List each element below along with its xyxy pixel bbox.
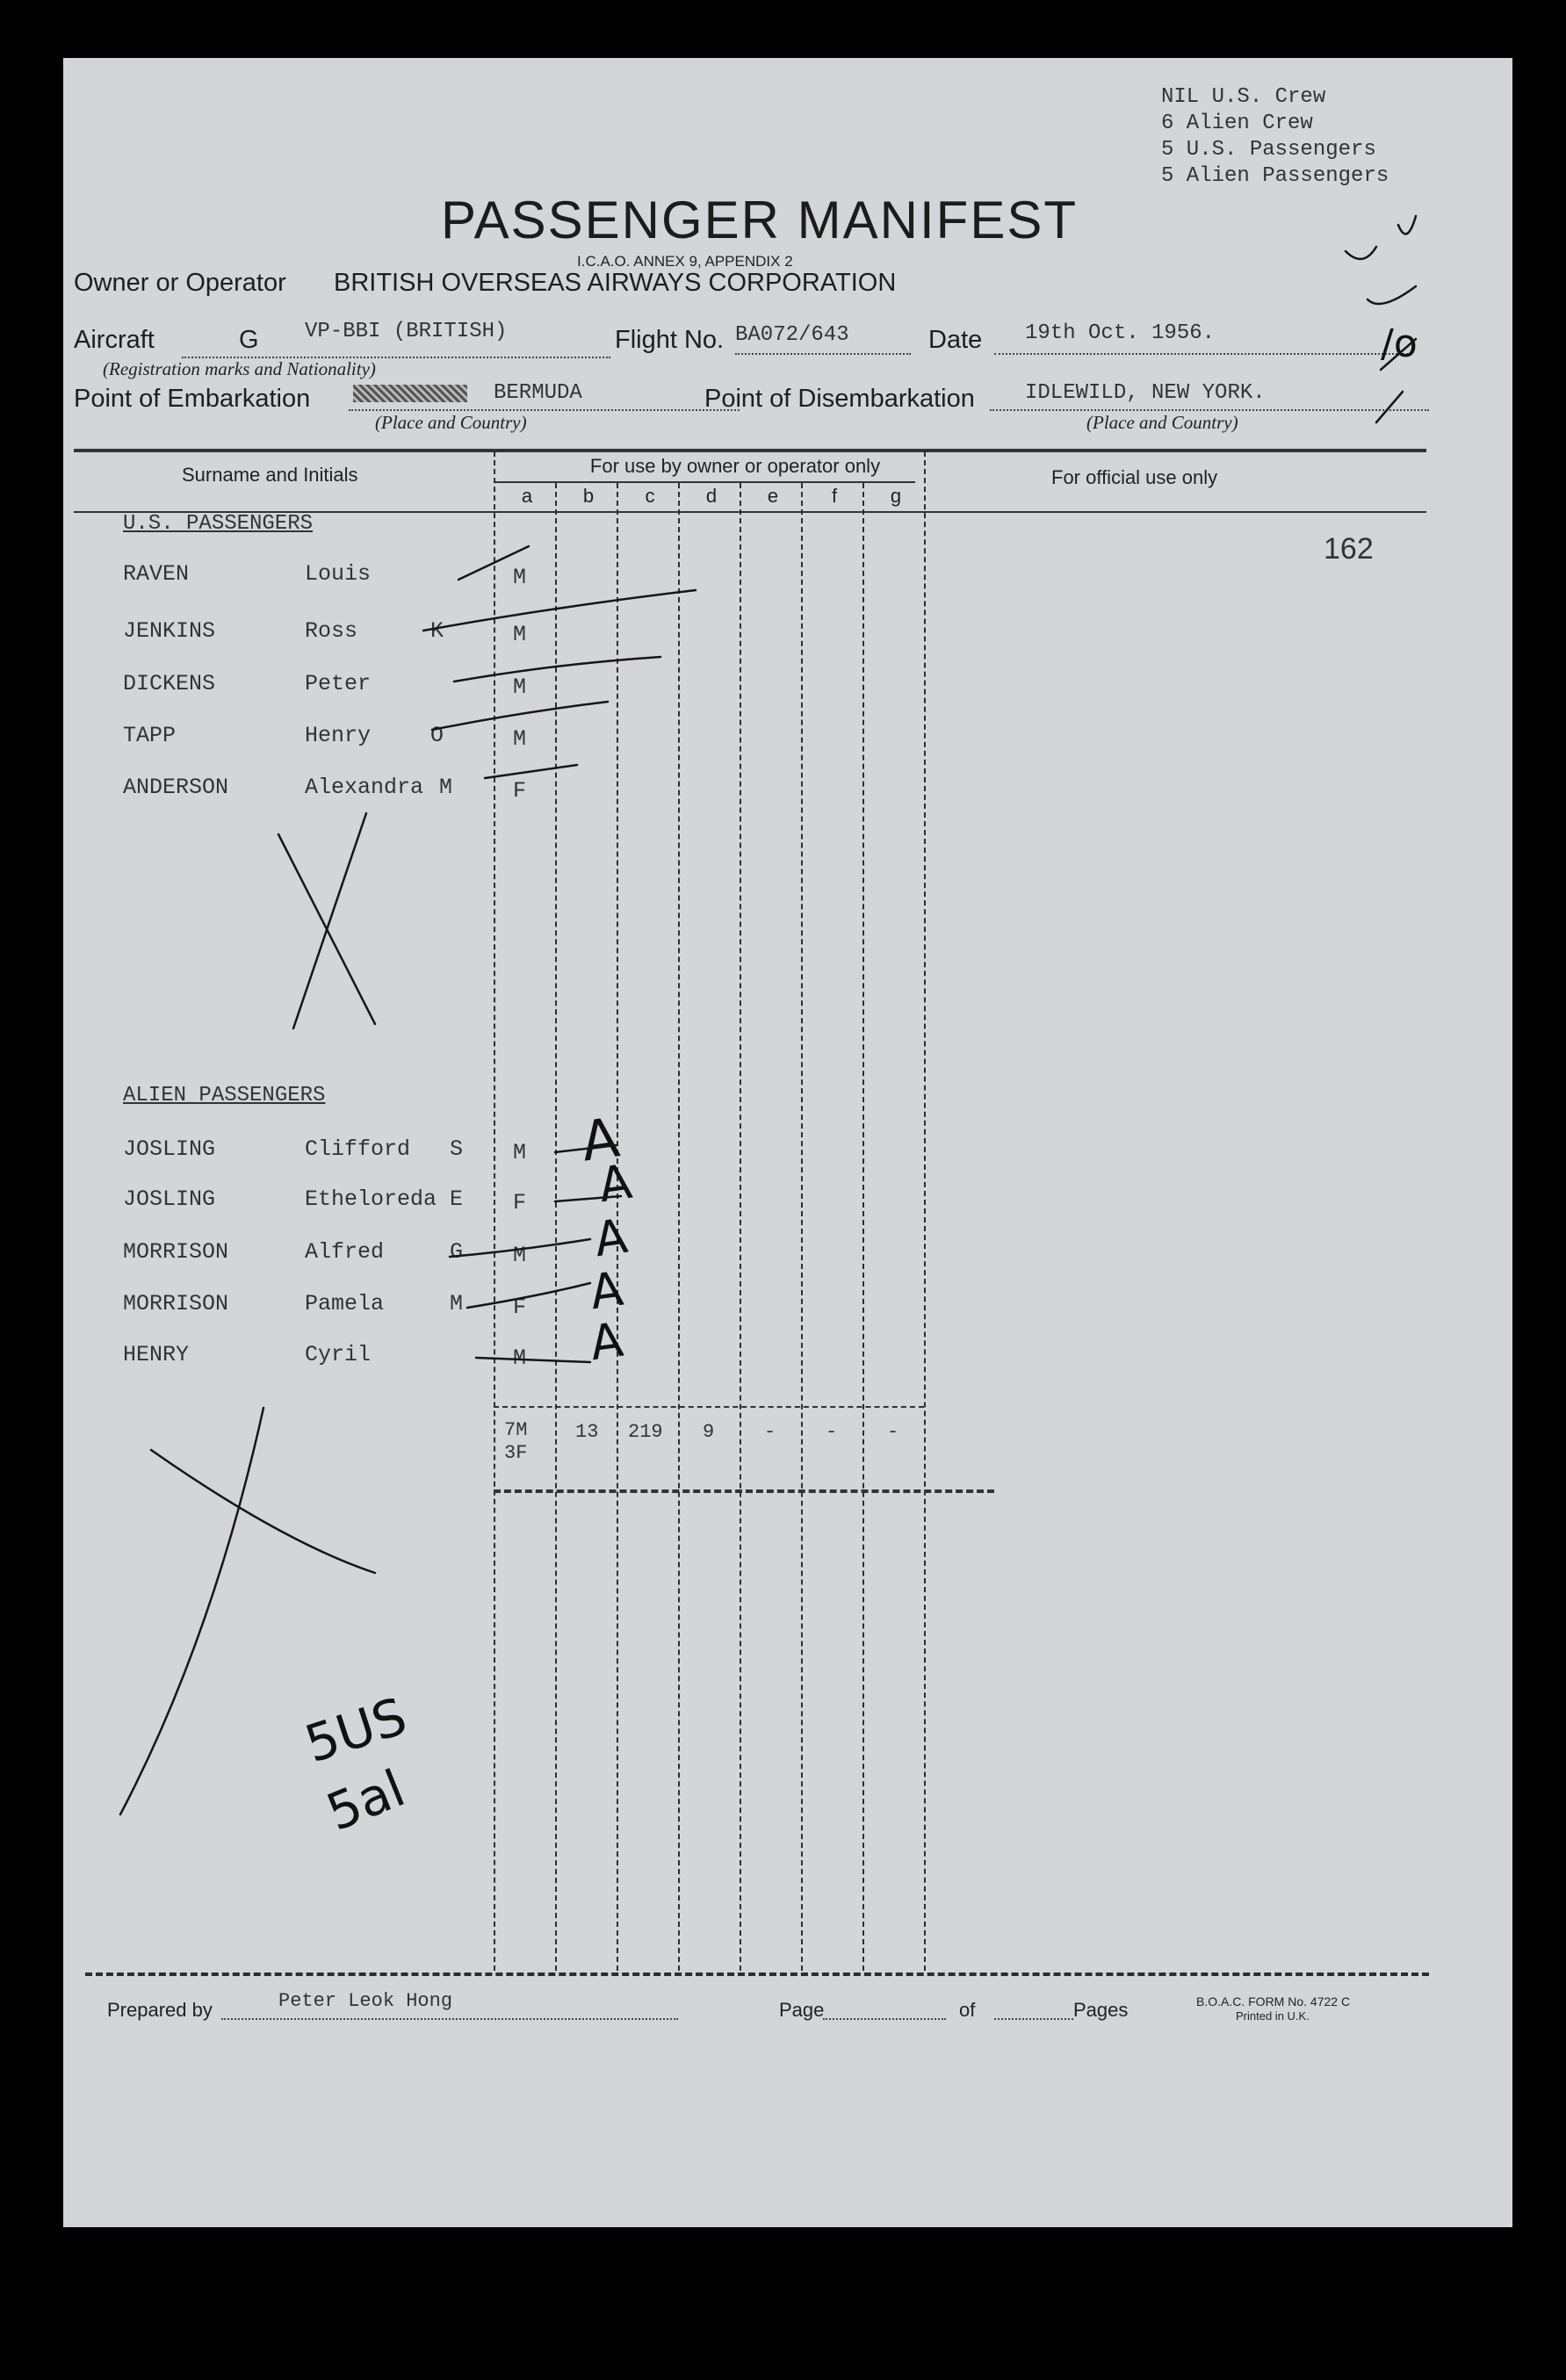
passenger-sex: M — [513, 565, 527, 590]
aircraft-value: VP-BBI (BRITISH) — [305, 320, 508, 343]
passenger-surname: JENKINS — [123, 618, 216, 644]
printed-in: Printed in U.K. — [1236, 2009, 1310, 2023]
passenger-surname: JOSLING — [123, 1136, 216, 1162]
handwritten-strokes — [63, 58, 1512, 2227]
total-c: 219 — [628, 1421, 663, 1443]
total-f: - — [826, 1421, 838, 1443]
total-b: 13 — [575, 1421, 599, 1443]
page-title: PASSENGER MANIFEST — [441, 191, 1079, 249]
passenger-surname: JOSLING — [123, 1186, 216, 1212]
owner-value: BRITISH OVERSEAS AIRWAYS CORPORATION — [334, 269, 897, 297]
col-a-header: a — [521, 485, 533, 507]
date-label: Date — [928, 326, 983, 354]
passenger-surname: MORRISON — [123, 1291, 229, 1316]
embark-label: Point of Embarkation — [74, 385, 311, 413]
passenger-sex: M — [513, 622, 527, 647]
of-label: of — [959, 1999, 976, 2021]
passenger-initial: K — [430, 618, 444, 644]
passenger-initial: G — [450, 1239, 464, 1265]
passenger-given-name: Peter — [305, 671, 372, 696]
passenger-initial: S — [450, 1136, 464, 1162]
passenger-initial: M — [450, 1291, 464, 1316]
page-label: Page — [779, 1999, 825, 2021]
passenger-given-name: Cyril — [305, 1342, 372, 1367]
handwritten-mark: A — [590, 1208, 631, 1268]
passenger-sex: M — [513, 726, 527, 752]
surname-header: Surname and Initials — [182, 464, 358, 486]
stamp-line-3: 5 U.S. Passengers — [1161, 138, 1376, 162]
stamp-line-2: 6 Alien Crew — [1161, 112, 1313, 135]
prepared-by-value: Peter Leok Hong — [278, 1990, 453, 2012]
disembark-note: (Place and Country) — [1086, 412, 1238, 433]
passenger-given-name: Pamela — [305, 1291, 385, 1316]
passenger-surname: RAVEN — [123, 561, 190, 587]
passenger-given-name: Alfred — [305, 1239, 385, 1265]
aircraft-note: (Registration marks and Nationality) — [103, 358, 376, 379]
disembark-label: Point of Disembarkation — [704, 385, 975, 413]
passenger-given-name: Louis — [305, 561, 372, 587]
passenger-sex: M — [513, 1345, 527, 1371]
prepared-by-underline — [221, 2018, 678, 2020]
owner-use-header: For use by owner or operator only — [589, 455, 881, 477]
passenger-surname: TAPP — [123, 723, 177, 748]
prepared-by-label: Prepared by — [107, 1999, 213, 2021]
col-d-header: d — [705, 485, 718, 507]
total-g: - — [887, 1421, 899, 1443]
passenger-sex: M — [513, 1243, 527, 1268]
aircraft-label: Aircraft — [74, 326, 155, 354]
embark-note: (Place and Country) — [375, 412, 527, 433]
passenger-given-name: Alexandra — [305, 775, 424, 800]
total-a: 7M 3F — [504, 1419, 528, 1464]
passenger-given-name: Henry — [305, 723, 372, 748]
manifest-sheet — [63, 58, 1512, 2227]
page-subtitle: I.C.A.O. ANNEX 9, APPENDIX 2 — [577, 253, 793, 270]
footer-rule — [85, 1973, 1429, 1976]
date-value: 19th Oct. 1956. — [1025, 321, 1216, 345]
alien-section-title: ALIEN PASSENGERS — [123, 1084, 326, 1107]
col-f-header: f — [831, 485, 838, 507]
passenger-sex: F — [513, 1295, 527, 1320]
passenger-initial: M — [439, 775, 453, 800]
owner-label: Owner or Operator — [74, 269, 286, 297]
passenger-sex: F — [513, 778, 527, 804]
embark-value: BERMUDA — [494, 381, 582, 405]
official-use-header: For official use only — [1051, 466, 1218, 488]
passenger-initial: O — [430, 723, 444, 748]
passenger-given-name: Ross — [305, 618, 358, 644]
flight-value: BA072/643 — [735, 323, 849, 347]
handwritten-check: /o — [1381, 321, 1418, 366]
flight-label: Flight No. — [615, 326, 725, 354]
passenger-sex: M — [513, 1140, 527, 1165]
handwritten-mark: A — [595, 1153, 636, 1214]
passenger-surname: DICKENS — [123, 671, 216, 696]
handwritten-mark: A — [586, 1260, 627, 1321]
total-d: 9 — [703, 1421, 715, 1443]
disembark-value: IDLEWILD, NEW YORK. — [1025, 381, 1266, 405]
of-underline — [994, 2018, 1073, 2020]
aircraft-prefix: G — [239, 326, 259, 354]
handwritten-5al: 5al — [318, 1757, 414, 1843]
official-number: 162 — [1324, 532, 1374, 566]
passenger-given-name: Etheloreda — [305, 1186, 437, 1212]
passenger-surname: MORRISON — [123, 1239, 229, 1265]
form-number: B.O.A.C. FORM No. 4722 C — [1196, 1994, 1351, 2009]
us-section-title: U.S. PASSENGERS — [123, 512, 314, 536]
col-e-header: e — [767, 485, 779, 507]
total-e: - — [764, 1421, 776, 1443]
passenger-surname: ANDERSON — [123, 775, 229, 800]
col-c-header: c — [645, 485, 655, 507]
handwritten-mark: A — [586, 1311, 627, 1372]
passenger-sex: F — [513, 1190, 527, 1215]
passenger-sex: M — [513, 674, 527, 700]
col-g-header: g — [890, 485, 902, 507]
stamp-line-1: NIL U.S. Crew — [1161, 85, 1326, 109]
handwritten-mark: A — [577, 1105, 624, 1174]
pages-label: Pages — [1073, 1999, 1129, 2021]
page-underline — [823, 2018, 946, 2020]
passenger-given-name: Clifford — [305, 1136, 411, 1162]
handwritten-5us: 5US — [298, 1685, 414, 1775]
passenger-initial: E — [450, 1186, 464, 1212]
passenger-surname: HENRY — [123, 1342, 190, 1367]
col-b-header: b — [582, 485, 595, 507]
stamp-line-4: 5 Alien Passengers — [1161, 164, 1389, 188]
